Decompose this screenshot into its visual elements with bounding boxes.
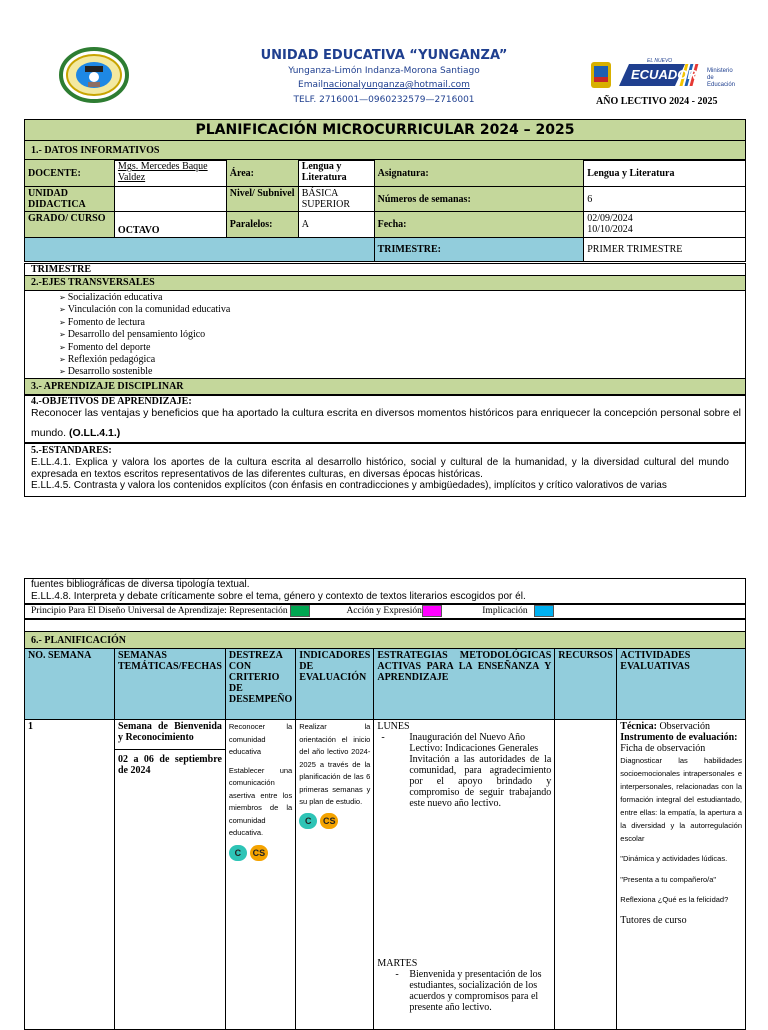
recursos-cell	[555, 720, 617, 1030]
week-number: 1	[25, 720, 115, 1030]
email-link[interactable]: nacionalyunganza@hotmail.com	[323, 80, 470, 90]
estandares-box	[24, 442, 746, 497]
asignatura-value: Lengua y Literatura	[584, 160, 746, 187]
trimestre-value: PRIMER TRIMESTRE	[584, 238, 746, 262]
semanas-label: Números de semanas:	[374, 187, 584, 212]
list-item: ➢ Fomento de lectura	[73, 317, 745, 329]
col-header: ESTRATEGIAS METODOLÓGICAS ACTIVAS PARA LA ENSEÑANZA Y APRENDIZAJE	[374, 649, 555, 720]
estandar-2-cont: fuentes bibliográficas de diversa tipología textual.	[31, 579, 250, 590]
school-phone: TELF. 2716001—0960232579—2716001	[293, 95, 475, 105]
col-header: ACTIVIDADES EVALUATIVAS	[617, 649, 746, 720]
fecha-label: Fecha:	[374, 212, 584, 238]
indicador-cell: Realizar la orientación el inicio del año lectivo 2024-2025 a través de la planificación de las 6 primeras semanas y su plan de estudio. C CS	[296, 720, 374, 1030]
col-header: NO. SEMANA	[25, 649, 115, 720]
dua-label: Principio Para El Diseño Universal de Aprendizaje: Representación	[31, 606, 288, 616]
ejes-list	[25, 292, 745, 379]
paralelos-label: Paralelos:	[226, 212, 298, 238]
chip-cs-icon: CS	[250, 845, 268, 861]
trimestre-row: TRIMESTRE	[24, 263, 746, 275]
section-planificacion: 6.- PLANIFICACIÓN	[24, 631, 746, 650]
day-martes: MARTES	[377, 958, 418, 969]
school-name: UNIDAD EDUCATIVA “YUNGANZA”	[260, 48, 508, 63]
chip-cs-icon: CS	[320, 813, 338, 829]
asignatura-label: Asignatura:	[374, 160, 584, 187]
list-item: ➢ Reflexión pedagógica	[73, 354, 745, 366]
list-item: ➢ Fomento del deporte	[73, 342, 745, 354]
accion-swatch	[422, 605, 442, 617]
col-header: INDICADORES DE EVALUACIÓN	[296, 649, 374, 720]
section-ejes: 2.-EJES TRANSVERSALES	[24, 275, 746, 291]
col-header: SEMANAS TEMÁTICAS/FECHAS	[114, 649, 225, 720]
unidad-value	[114, 187, 226, 212]
dua-implicacion: Implicación	[482, 606, 528, 616]
ejes-box	[24, 290, 746, 380]
fecha-value: 02/09/2024 10/10/2024	[584, 212, 746, 238]
estandar-3: E.LL.4.8. Interpreta y debate críticamente sobre el tema, género y contexto de textos literarios escogidos por él.	[31, 590, 526, 602]
docente-value: Mgs. Mercedes Baque Valdez	[114, 160, 226, 187]
table-row	[25, 720, 746, 1030]
section-aprendizaje: 3.- APRENDIZAJE DISCIPLINAR	[24, 378, 746, 396]
estandares-cont-box	[24, 578, 746, 605]
list-item: ➢ Desarrollo del pensamiento lógico	[73, 329, 745, 341]
section-datos-informativos: 1.- DATOS INFORMATIVOS	[24, 140, 746, 161]
grado-value: OCTAVO	[114, 212, 226, 238]
planificacion-table	[24, 648, 746, 1030]
chip-c-icon: C	[299, 813, 317, 829]
school-year: AÑO LECTIVO 2024 - 2025	[596, 96, 718, 107]
day-lunes: LUNES	[377, 721, 410, 732]
school-address: Yunganza-Limón Indanza-Morona Santiago	[288, 66, 480, 76]
trimestre-empty	[25, 238, 375, 262]
semanas-value: 6	[584, 187, 746, 212]
school-email: Emailnacionalyunganza@hotmail.com	[298, 80, 470, 90]
actividades-cell: Técnica: Observación Instrumento de evaluación: Ficha de observación Diagnosticar las habilidades socioemocionales intrapersonales e interpersonales, relacionadas con la formación integral del estudiantado, entre ellas: la empatía, la apertura a la diversidad y la autorregulación escolar "Dinámica y actividades lúdicas. "Presenta a tu compañero/a" Reflexiona ¿Qué es la felicidad? Tutores de curso	[617, 720, 746, 1030]
area-value: Lengua y Literatura	[298, 160, 374, 187]
nivel-label: Nivel/ Subnivel	[226, 187, 298, 212]
implicacion-swatch	[534, 605, 554, 617]
unidad-label: UNIDAD DIDACTICA	[25, 187, 115, 212]
info-table	[24, 159, 746, 262]
list-item: ➢ Socialización educativa	[73, 292, 745, 304]
list-item: ➢ Desarrollo sostenible	[73, 366, 745, 378]
representacion-swatch	[290, 605, 310, 617]
col-header: RECURSOS	[555, 649, 617, 720]
col-header: DESTREZA CON CRITERIO DE DESEMPEÑO	[225, 649, 295, 720]
estrategias-cell: LUNES - Inauguración del Nuevo Año Lectivo: Indicaciones Generales Invitación a las autoridades de la comunidad, para agradecimiento por el apoyo brindado y compromiso de seguir trabajando este nuevo año lectivo. MARTES - Bienvenida y presentación de los estudiantes, socialización de los acuerdos y compromisos para el presente año lectivo.	[374, 720, 555, 1030]
chip-c-icon: C	[229, 845, 247, 861]
ministry-logo: EL NUEVO ECUADOR Ministerio de Educación	[589, 58, 735, 92]
grado-label: GRADO/ CURSO	[25, 212, 115, 238]
estandar-1: E.LL.4.1. Explica y valora los aportes de la cultura escrita al desarrollo histórico, social y cultural de la humanidad, y la diversidad cultural del mundo expresada en textos escritos representativos de las diferentes culturas, en diversas épocas históricas.	[31, 457, 729, 480]
dua-accion: Acción y Expresión	[346, 606, 422, 616]
list-item: ➢ Vinculación con la comunidad educativa	[73, 304, 745, 316]
estandar-2: E.LL.4.5. Contrasta y valora los contenidos explícitos (con énfasis en contradicciones y ambigüedades), implícitos y crítico valorativos de varias	[31, 480, 667, 491]
document-title: PLANIFICACIÓN MICROCURRICULAR 2024 – 2025	[24, 119, 746, 142]
estandares-label: 5.-ESTANDARES:	[31, 445, 112, 456]
docente-label: DOCENTE:	[25, 160, 115, 187]
area-label: Área:	[226, 160, 298, 187]
objetivos-label: 4.-OBJETIVOS DE APRENDIZAJE:	[31, 396, 192, 407]
trimestre-label: TRIMESTRE:	[374, 238, 584, 262]
destreza-cell: Reconocer la comunidad educativa Establecer una comunicación asertiva entre los miembros de la comunidad educativa. C CS	[225, 720, 295, 1030]
nivel-value: BÁSICA SUPERIOR	[298, 187, 374, 212]
objetivos-box	[24, 394, 746, 444]
week-theme: Semana de Bienvenida y Reconocimiento 02 a 06 de septiembre de 2024	[114, 720, 225, 1030]
paralelos-value: A	[298, 212, 374, 238]
objetivo-text: Reconocer las ventajas y beneficios que ha aportado la cultura escrita en diversos momentos históricos para enriquecer la concepción personal sobre el mundo. (O.LL.4.1.)	[31, 407, 741, 439]
